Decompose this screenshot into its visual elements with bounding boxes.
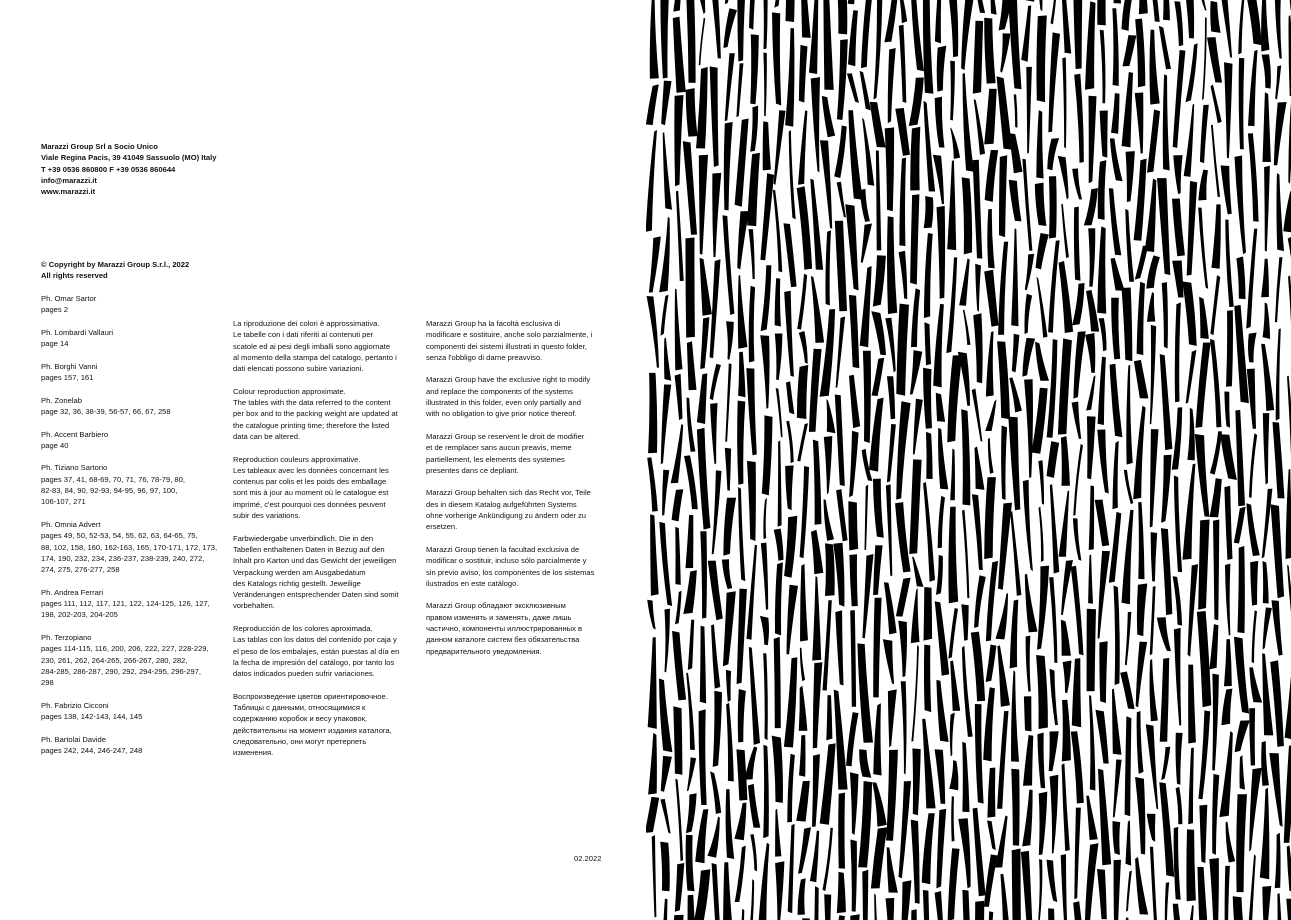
pattern-stroke (648, 373, 657, 453)
pattern-stroke (1087, 609, 1096, 692)
disclaimer-paragraph-line: Colour reproduction approximate. (233, 386, 346, 396)
rights-paragraph-line: senza l'obbligo di darne preavviso. (426, 352, 543, 362)
photo-credits (41, 293, 226, 767)
photo-credit-line: Ph. Terzopiano (41, 632, 92, 642)
rights-paragraph (426, 431, 606, 476)
colour-disclaimers (233, 318, 413, 770)
rights-paragraph-line: modificare e sostituire, anche solo parzialmente, i (426, 330, 593, 340)
pattern-stroke (1049, 176, 1057, 239)
disclaimer-paragraph-line: следовательно, они могут претерпеть (233, 736, 367, 746)
photo-credit-line: pages 2 (41, 305, 69, 315)
disclaimer-paragraph-line: Reproducción de los colores aproximada. (233, 624, 373, 634)
pattern-stroke (1138, 0, 1148, 14)
disclaimer-paragraph-line: The tables with the data referred to the content (233, 398, 391, 408)
photo-credit-line: 230, 261, 262, 264-265, 266-267, 280, 282, (41, 655, 188, 665)
rights-paragraph-line: with no obligation to give prior notice thereof. (426, 409, 577, 419)
pattern-stroke (838, 793, 845, 869)
rights-paragraph-line: sin previo aviso, los componentes de los sistemas (426, 567, 595, 577)
disclaimer-paragraph-line: Veränderungen entsprechender Daten sind somit (233, 590, 399, 600)
rights-paragraph-line: частично, компоненты иллюстрированных в (426, 624, 583, 634)
photo-credit-line: 88, 102, 158, 160, 162-163, 165, 170-171, 172, 173, (41, 542, 218, 552)
pattern-stroke (924, 587, 933, 641)
photo-credit-line: 274, 275, 276-277, 258 (41, 565, 120, 575)
disclaimer-paragraph-line: Las tablas con los datos del contenido por caja y (233, 635, 397, 645)
disclaimer-paragraph-line: Reproduction couleurs approximative. (233, 454, 361, 464)
photo-credit (41, 429, 226, 452)
rights-paragraph-line: данном каталоге систем без обязательства (426, 635, 580, 645)
photo-credit-line: Ph. Omnia Advert (41, 519, 101, 529)
photo-credit (41, 700, 226, 723)
photo-credit (41, 632, 226, 688)
photo-credit-line: 174, 190, 232, 234, 236-237, 238-239, 240, 272, (41, 553, 205, 563)
photo-credit-line: Ph. Omar Sartor (41, 294, 97, 303)
photo-credit-line: 82-83, 84, 90, 92-93, 94-95, 96, 97, 100, (41, 486, 178, 496)
photo-credit-line: Ph. Bartolai Davide (41, 734, 107, 744)
disclaimer-paragraph-line: La riproduzione dei colori è approssimativa. (233, 319, 380, 328)
disclaimer-paragraph-line: Таблицы с данными, относящимися к (233, 703, 366, 713)
disclaimer-paragraph-line: des Katalogs richtig gestellt. Jeweilige (233, 578, 361, 588)
modification-rights (426, 318, 606, 668)
company-email: info@marazzi.it (41, 175, 97, 185)
disclaimer-paragraph-line: Tabellen enthaltenen Daten in Bezug auf den (233, 544, 385, 554)
company-phone-fax: T +39 0536 860800 F +39 0536 860644 (41, 164, 176, 174)
photo-credit (41, 734, 226, 757)
rights-paragraph-line: presentes dans ce depliant. (426, 465, 519, 475)
rights-paragraph-line: предварительного уведомления. (426, 646, 542, 656)
disclaimer-paragraph-line: действительны на момент издания каталога, (233, 725, 392, 735)
photo-credit-line: Ph. Accent Barbiero (41, 429, 109, 439)
disclaimer-paragraph-line: содержанию коробок и весу упаковок, (233, 714, 368, 724)
disclaimer-paragraph-line: изменения. (233, 748, 274, 758)
rights-paragraph-line: modificar o sostituir, incluso sólo parcialmente y (426, 556, 587, 566)
photo-credit-line: page 14 (41, 339, 69, 349)
rights-paragraph (426, 544, 606, 589)
photo-credit-line: Ph. Lombardi Vallauri (41, 327, 114, 337)
rights-paragraph-line: ilustrados en este catálogo. (426, 578, 519, 588)
pattern-stroke (1024, 696, 1032, 731)
disclaimer-paragraph-line: Le tabelle con i dati riferiti ai contenuti per (233, 330, 374, 340)
disclaimer-paragraph (233, 454, 413, 522)
photo-credit-line: pages 37, 41, 68-69, 70, 71, 76, 78-79, 80, (41, 474, 185, 484)
photo-credit-line: Ph. Fabrizio Cicconi (41, 700, 109, 710)
photo-credit-line: Ph. Zonelab (41, 395, 82, 405)
disclaimer-paragraph-line: Воспроизведение цветов ориентировочное. (233, 691, 388, 701)
disclaimer-paragraph-line: data can be altered. (233, 431, 301, 441)
company-website: www.marazzi.it (41, 187, 96, 197)
rights-paragraph-line: partiellement, les elements des systemes (426, 454, 565, 464)
disclaimer-paragraph (233, 533, 413, 612)
rights-paragraph (426, 374, 606, 419)
pattern-stroke (825, 543, 835, 596)
pattern-stroke (1012, 849, 1021, 920)
photo-credit-line: pages 111, 112, 117, 121, 122, 124-125, 126, 127, (41, 599, 210, 609)
rights-paragraph-line: des in diesem Katalog aufgeführten Systems (426, 499, 577, 509)
rights-paragraph-line: componenti dei sistemi illustrati in questo folder, (426, 341, 587, 351)
photo-credit-line: pages 157, 161 (41, 373, 94, 383)
photo-credit-line: pages 49, 50, 52-53, 54, 55, 62, 63, 64-65, 75, (41, 531, 198, 541)
disclaimer-paragraph-line: Inhalt pro Karton und das Gewicht der jeweiligen (233, 556, 397, 566)
photo-credit-line: 198, 202-203, 204-205 (41, 610, 118, 620)
pattern-stroke (685, 238, 694, 338)
photo-credit-line: 284-285, 286-287, 290, 292, 294-295, 296-297, (41, 666, 202, 676)
photo-credit-line: Ph. Borghi Vanni (41, 361, 98, 371)
photo-credit (41, 519, 226, 575)
company-address: Viale Regina Pacis, 39 41049 Sassuolo (MO) Italy (41, 153, 217, 163)
photo-credit-line: Ph. Andrea Ferrari (41, 587, 104, 597)
rights-paragraph-line: ohne vorherige Ankündigung zu ändern oder zu (426, 511, 587, 521)
rights-paragraph-line: and replace the components of the systems (426, 386, 573, 396)
disclaimer-paragraph-line: subir des variations. (233, 511, 301, 521)
disclaimer-paragraph-line: datos indicados pueden sufrir variaciones. (233, 669, 375, 679)
disclaimer-paragraph-line: Les tableaux avec les données concernant les (233, 465, 389, 475)
disclaimer-paragraph-line: sont mis à jour au moment où le catalogue est (233, 488, 389, 498)
disclaimer-paragraph-line: la fecha de impresión del catálogo, por tanto los (233, 657, 395, 667)
disclaimer-paragraph-line: el peso de los embalajes, están puestas al día en (233, 646, 400, 656)
disclaimer-paragraph-line: vorbehalten. (233, 601, 275, 611)
copyright-notice (41, 259, 189, 282)
disclaimer-paragraph (233, 318, 413, 374)
rights-paragraph (426, 318, 606, 363)
rights-paragraph-line: Marazzi Group have the exclusive right to modify (426, 375, 591, 385)
rights-paragraph-line: et de remplacer sans aucun preavis, meme (426, 443, 572, 453)
photo-credit (41, 361, 226, 384)
rights-paragraph-line: Marazzi Group ha la facoltà esclusiva di (426, 319, 561, 328)
photo-credit-line: pages 114-115, 116, 200, 206, 222, 227, 228-229, (41, 644, 209, 654)
disclaimer-paragraph-line: contenus par colis et les poids des emballage (233, 477, 387, 487)
disclaimer-paragraph (233, 623, 413, 679)
disclaimer-paragraph-line: al momento della stampa del catalogo, pertanto i (233, 352, 397, 362)
disclaimer-paragraph (233, 386, 413, 442)
disclaimer-paragraph-line: per box and to the packing weight are updated at (233, 409, 398, 419)
photo-credit-line: pages 242, 244, 246-247, 248 (41, 745, 143, 755)
pattern-stroke (862, 870, 868, 920)
disclaimer-paragraph-line: dati elencati possono subire variazioni. (233, 364, 364, 374)
disclaimer-paragraph-line: the catalogue printing time; therefore the listed (233, 420, 390, 430)
rights-paragraph-line: Marazzi Group behalten sich das Recht vor, Teile (426, 488, 591, 498)
rights-paragraph-line: illustrated in this folder, even only partially and (426, 398, 581, 408)
company-name: Marazzi Group Srl a Socio Unico (41, 142, 158, 151)
photo-credit-line: 298 (41, 678, 54, 688)
copyright-line: © Copyright by Marazzi Group S.r.l., 2022 (41, 260, 190, 269)
disclaimer-paragraph-line: imprimé, c'est pourquoi ces données peuvent (233, 499, 386, 509)
photo-credit (41, 395, 226, 418)
photo-credit-line: pages 138, 142-143, 144, 145 (41, 711, 143, 721)
disclaimer-paragraph-line: Verpackung werden am Ausgabedatum (233, 567, 366, 577)
photo-credit (41, 587, 226, 621)
photo-credit-line: page 32, 36, 38-39, 56-57, 66, 67, 258 (41, 406, 171, 416)
pattern-stroke (910, 127, 920, 191)
photo-credit-line: page 40 (41, 440, 69, 450)
rights-paragraph-line: ersetzen. (426, 522, 458, 532)
stripe-pattern-svg (646, 0, 1291, 920)
photo-credit-line: Ph. Tiziano Sartorio (41, 463, 108, 473)
decorative-stripe-pattern (646, 0, 1291, 920)
rights-paragraph-line: Marazzi Group tienen la facultad exclusiva de (426, 544, 580, 554)
photo-credit (41, 462, 226, 507)
pattern-stroke (924, 645, 931, 713)
rights-paragraph-line: правом изменять и заменять, даже лишь (426, 612, 572, 622)
rights-paragraph-line: Marazzi Group обладают эксклюзивным (426, 601, 566, 611)
pattern-stroke (848, 501, 858, 550)
edition-date: 02.2022 (574, 854, 602, 863)
photo-credit (41, 327, 226, 350)
photo-credit (41, 293, 226, 316)
disclaimer-paragraph-line: Farbwiedergabe unverbindlich. Die in den (233, 533, 374, 543)
rights-reserved-line: All rights reserved (41, 271, 108, 281)
pattern-stroke (824, 894, 831, 920)
company-info (41, 141, 216, 197)
disclaimer-paragraph (233, 691, 413, 759)
rights-paragraph-line: Marazzi Group se reservent le droit de modifier (426, 431, 585, 441)
disclaimer-paragraph-line: scatole ed ai pesi degli imballi sono aggiornate (233, 341, 391, 351)
photo-credit-line: 106-107, 271 (41, 497, 86, 507)
rights-paragraph (426, 600, 606, 656)
rights-paragraph (426, 487, 606, 532)
pattern-stroke (786, 0, 796, 22)
